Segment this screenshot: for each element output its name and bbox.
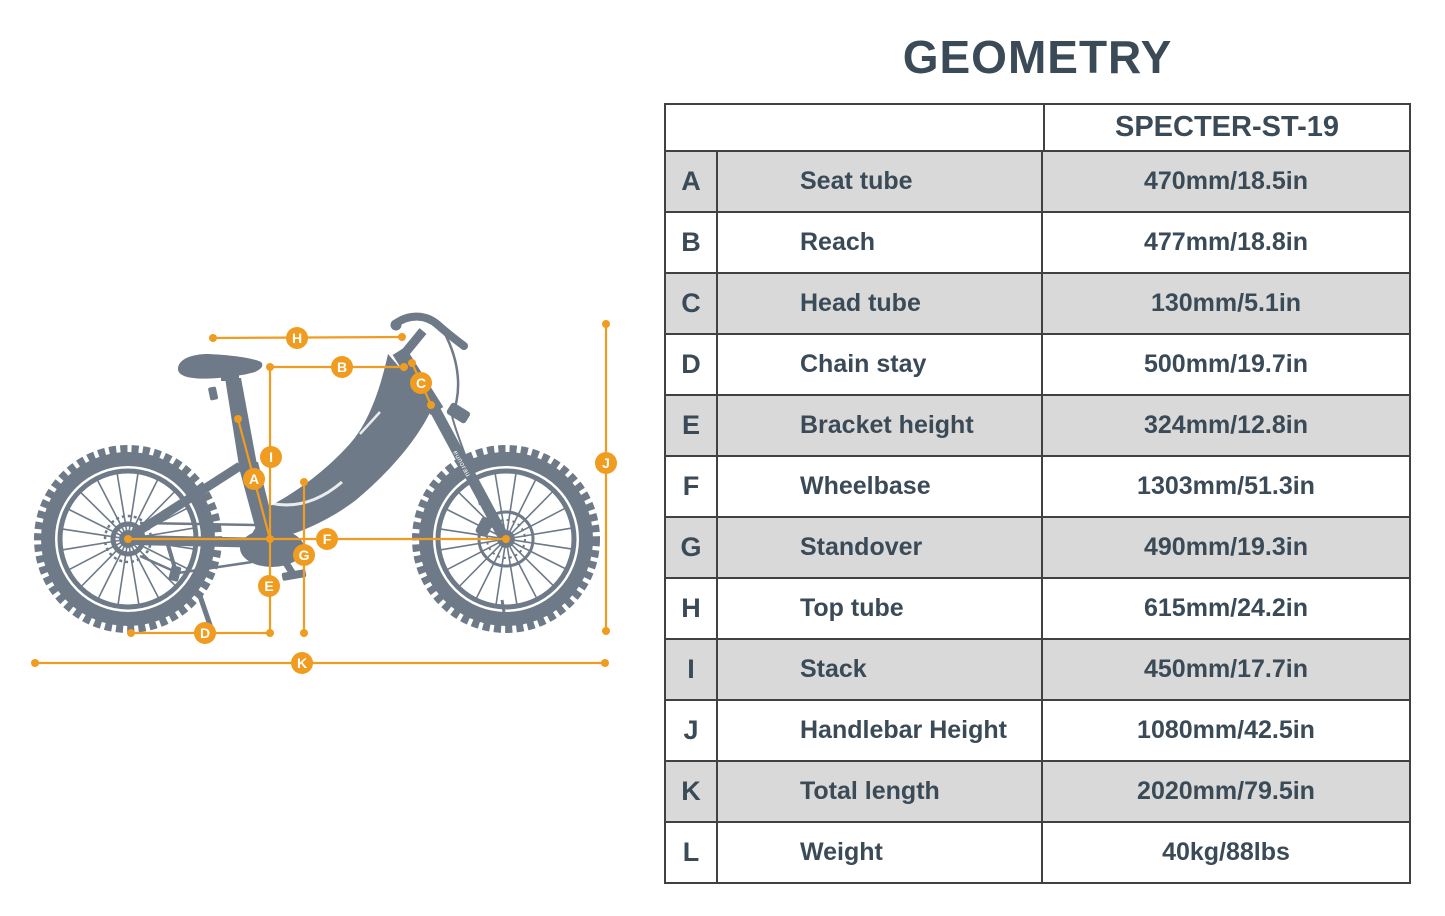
row-name: Standover [718, 518, 1043, 577]
row-value: 477mm/18.8in [1144, 228, 1308, 256]
svg-text:J: J [602, 455, 610, 471]
table-row [666, 272, 1409, 333]
table-row [666, 333, 1409, 394]
row-letter: G [666, 518, 718, 577]
svg-text:H: H [291, 330, 303, 346]
dim-marker-b [331, 356, 353, 378]
dim-marker-k [291, 652, 313, 674]
row-value: 450mm/17.7in [1144, 655, 1308, 683]
table-row [666, 150, 1409, 211]
row-value: 40kg/88lbs [1162, 838, 1290, 866]
dim-marker-j [595, 452, 617, 474]
dim-marker-f [316, 528, 338, 550]
dim-marker-e [258, 575, 280, 597]
row-name: Seat tube [718, 152, 1043, 211]
svg-text:K: K [296, 655, 308, 671]
fork-brand-label: eunorau [451, 449, 472, 479]
table-row [666, 455, 1409, 516]
row-letter: H [666, 579, 718, 638]
row-letter: L [666, 823, 718, 882]
row-name: Reach [718, 213, 1043, 272]
table-row [666, 699, 1409, 760]
svg-text:E: E [264, 578, 274, 594]
dim-marker-h [286, 327, 308, 349]
row-value: 470mm/18.5in [1144, 167, 1308, 195]
table-row [666, 821, 1409, 882]
row-name: Stack [718, 640, 1043, 699]
table-row [666, 638, 1409, 699]
table-row [666, 211, 1409, 272]
row-name: Weight [718, 823, 1043, 882]
row-value: 615mm/24.2in [1144, 594, 1308, 622]
table-row [666, 577, 1409, 638]
row-value: 130mm/5.1in [1150, 289, 1302, 317]
svg-text:G: G [298, 547, 310, 563]
dim-marker-a [243, 468, 265, 490]
svg-text:B: B [336, 359, 348, 375]
row-value: 490mm/19.3in [1144, 533, 1308, 561]
row-letter: I [666, 640, 718, 699]
svg-text:A: A [248, 471, 260, 487]
row-name: Head tube [718, 274, 1043, 333]
row-value: 2020mm/79.5in [1137, 777, 1315, 805]
table-row [666, 394, 1409, 455]
row-name: Wheelbase [718, 457, 1043, 516]
row-letter: D [666, 335, 718, 394]
row-value: 324mm/12.8in [1144, 411, 1308, 439]
bike-silhouette [40, 317, 594, 628]
headlight [446, 402, 472, 425]
row-letter: C [666, 274, 718, 333]
dim-marker-c [410, 372, 432, 394]
svg-text:C: C [415, 375, 427, 391]
row-letter: J [666, 701, 718, 760]
row-letter: A [666, 152, 718, 211]
row-letter: F [666, 457, 718, 516]
table-row [666, 760, 1409, 821]
row-name: Chain stay [718, 335, 1043, 394]
row-letter: K [666, 762, 718, 821]
row-value: 1303mm/51.3in [1137, 472, 1315, 500]
dim-marker-i [260, 446, 282, 468]
svg-text:F: F [322, 531, 332, 547]
dim-marker-g [293, 544, 315, 566]
row-name: Handlebar Height [718, 701, 1043, 760]
frame-down-tube [252, 354, 433, 539]
geometry-table [664, 103, 1411, 884]
svg-text:I: I [269, 449, 273, 465]
row-letter: E [666, 396, 718, 455]
row-value: 500mm/19.7in [1144, 350, 1308, 378]
row-letter: B [666, 213, 718, 272]
page-title: GEOMETRY [902, 31, 1173, 83]
model-name-header: SPECTER-ST-19 [1043, 105, 1409, 150]
header-spacer [666, 105, 1043, 150]
bike-geometry-diagram [0, 0, 660, 916]
row-value: 1080mm/42.5in [1137, 716, 1315, 744]
dim-marker-d [194, 622, 216, 644]
row-name: Total length [718, 762, 1043, 821]
table-body [666, 150, 1409, 882]
table-row [666, 516, 1409, 577]
row-name: Bracket height [718, 396, 1043, 455]
table-header-row [666, 105, 1409, 150]
row-name: Top tube [718, 579, 1043, 638]
svg-text:D: D [199, 625, 211, 641]
